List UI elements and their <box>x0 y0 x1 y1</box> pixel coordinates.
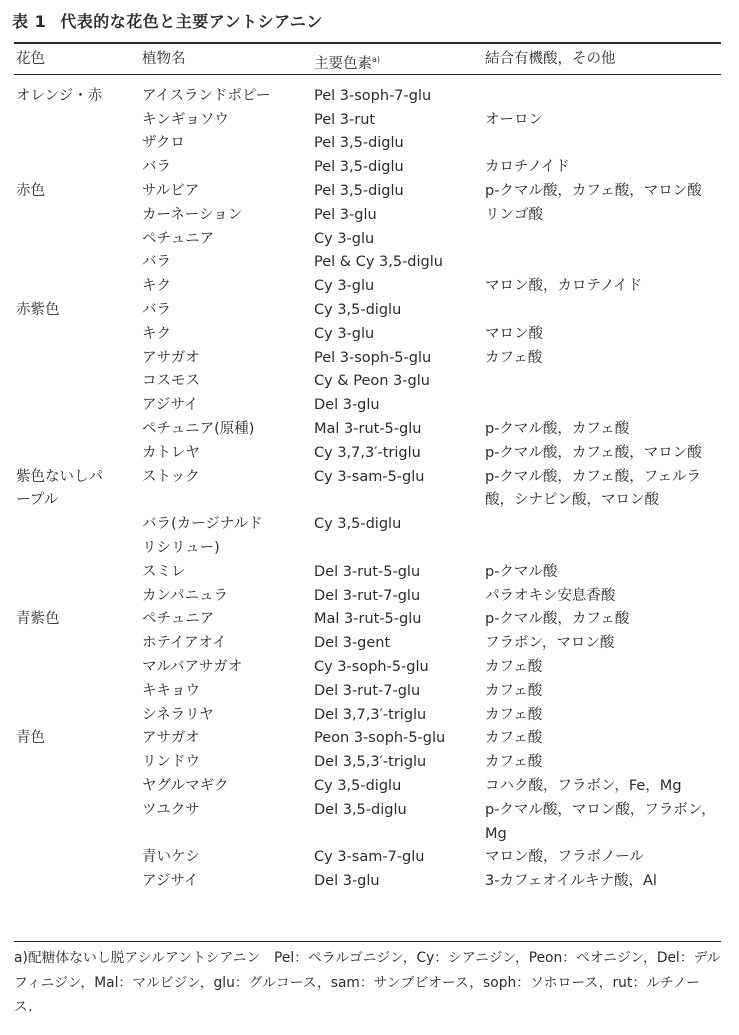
header-flower-color: 花色 <box>16 51 45 67</box>
header-main-pigment <box>314 45 485 79</box>
cell-main-pigment: Cy 3,7,3′-triglu <box>314 444 421 461</box>
cell-plant-name: アイスランドポピー <box>142 87 271 104</box>
table-body <box>16 79 721 894</box>
cell-main-pigment: Pel 3,5-diglu <box>314 135 404 152</box>
top-rule <box>14 42 721 44</box>
cell-plant-name: サルビア <box>142 183 200 200</box>
table-row <box>16 585 721 609</box>
cell-plant-name: ペチュニア(原種) <box>142 420 255 437</box>
cell-flower-color <box>16 109 142 133</box>
cell-organic-acid: フラボン，マロン酸 <box>485 635 615 652</box>
table-title-text: 代表的な花色と主要アントシアニン <box>60 12 323 31</box>
cell-flower-color <box>16 561 142 585</box>
cell-flower-color <box>16 680 142 704</box>
cell-flower-color: 紫色ないしパープル <box>16 468 103 509</box>
cell-plant-name: カーネーション <box>142 206 243 223</box>
cell-organic-acid: コハク酸，フラボン，Fe，Mg <box>485 777 682 794</box>
cell-main-pigment: Peon 3-soph-5-glu <box>314 730 446 747</box>
cell-organic-acid: リンゴ酸 <box>485 206 543 223</box>
cell-organic-acid: カフェ酸 <box>485 658 543 675</box>
table-row <box>16 204 721 228</box>
cell-flower-color: 赤紫色 <box>16 302 60 318</box>
cell-plant-name: ホテイアオイ <box>142 635 227 652</box>
cell-organic-acid: マロン酸，フラボノール <box>485 849 644 866</box>
cell-flower-color <box>16 799 142 847</box>
cell-main-pigment: Del 3-glu <box>314 873 380 890</box>
header-organic-acid: 結合有機酸，その他 <box>485 51 616 67</box>
cell-flower-color <box>16 846 142 870</box>
header-row <box>16 45 721 79</box>
cell-plant-name: キキョウ <box>142 682 200 699</box>
cell-organic-acid <box>485 299 721 323</box>
table-row <box>16 132 721 156</box>
table-row <box>16 466 721 514</box>
cell-main-pigment: Cy 3-glu <box>314 325 375 342</box>
cell-main-pigment: Pel 3-rut <box>314 111 376 128</box>
cell-flower-color <box>16 323 142 347</box>
cell-organic-acid <box>485 394 721 418</box>
cell-plant-name: ペチュニア <box>142 611 215 628</box>
cell-plant-name: バラ <box>142 159 171 176</box>
cell-flower-color <box>16 275 142 299</box>
cell-main-pigment: Del 3-glu <box>314 397 380 414</box>
table-row <box>16 799 721 847</box>
cell-flower-color <box>16 394 142 418</box>
table-number: 表 1 <box>12 12 47 31</box>
table-row <box>16 704 721 728</box>
cell-flower-color <box>16 156 142 180</box>
cell-flower-color <box>16 704 142 728</box>
cell-flower-color <box>16 513 142 561</box>
table-row <box>16 394 721 418</box>
cell-main-pigment: Pel 3-soph-5-glu <box>314 349 432 366</box>
cell-organic-acid <box>485 513 721 561</box>
cell-organic-acid: パラオキシ安息香酸 <box>485 587 616 604</box>
cell-main-pigment: Del 3,5-diglu <box>314 801 407 818</box>
table-row <box>16 275 721 299</box>
cell-organic-acid: p-クマル酸，カフェ酸，フェルラ酸，シナピン酸，マロン酸 <box>485 468 701 509</box>
cell-main-pigment: Del 3,5,3′-triglu <box>314 754 427 771</box>
table-row <box>16 347 721 371</box>
table-row <box>16 180 721 204</box>
cell-main-pigment: Pel 3-soph-7-glu <box>314 87 432 104</box>
cell-plant-name: バラ <box>142 302 171 318</box>
cell-plant-name: リンドウ <box>142 754 200 771</box>
header-plant-name: 植物名 <box>142 51 186 67</box>
table-row <box>16 418 721 442</box>
table-title <box>12 9 323 32</box>
table-row <box>16 323 721 347</box>
header-footnote-marker: a) <box>372 55 381 64</box>
cell-plant-name: アサガオ <box>142 349 200 366</box>
cell-organic-acid: p-クマル酸，カフェ酸，マロン酸 <box>485 183 702 200</box>
cell-flower-color <box>16 870 142 894</box>
cell-organic-acid <box>485 370 721 394</box>
cell-flower-color: 青紫色 <box>16 611 60 628</box>
table-row <box>16 751 721 775</box>
cell-flower-color <box>16 228 142 252</box>
table-row <box>16 846 721 870</box>
cell-flower-color <box>16 656 142 680</box>
cell-plant-name: シネラリヤ <box>142 706 214 723</box>
cell-plant-name: キク <box>142 325 171 342</box>
cell-organic-acid: カフェ酸 <box>485 349 543 366</box>
cell-flower-color: オレンジ・赤 <box>16 87 103 104</box>
cell-organic-acid: p-クマル酸 <box>485 563 558 580</box>
anthocyanin-table <box>16 45 721 894</box>
cell-plant-name: ストック <box>142 468 200 485</box>
table-row <box>16 370 721 394</box>
cell-organic-acid: p-クマル酸，カフェ酸 <box>485 420 630 437</box>
cell-organic-acid: カフェ酸 <box>485 682 543 699</box>
cell-flower-color <box>16 251 142 275</box>
table-row <box>16 680 721 704</box>
cell-main-pigment: Pel & Cy 3,5-diglu <box>314 254 443 271</box>
table-row <box>16 228 721 252</box>
cell-main-pigment: Cy 3,5-diglu <box>314 516 402 533</box>
cell-organic-acid: p-クマル酸，マロン酸，フラボン，Mg <box>485 801 716 842</box>
cell-main-pigment: Pel 3-glu <box>314 206 377 223</box>
table-row <box>16 156 721 180</box>
cell-main-pigment: Cy 3-glu <box>314 230 375 247</box>
table-row <box>16 775 721 799</box>
table-row <box>16 85 721 109</box>
cell-plant-name: ヤグルマギク <box>142 777 229 794</box>
table-row <box>16 513 721 561</box>
cell-main-pigment: Del 3-rut-7-glu <box>314 587 421 604</box>
table-row <box>16 608 721 632</box>
cell-flower-color <box>16 204 142 228</box>
cell-organic-acid: カフェ酸 <box>485 730 543 747</box>
cell-organic-acid: オーロン <box>485 111 543 128</box>
cell-organic-acid: マロン酸 <box>485 325 543 342</box>
cell-organic-acid <box>485 228 721 252</box>
cell-main-pigment: Del 3-rut-5-glu <box>314 563 421 580</box>
bottom-rule <box>14 941 721 942</box>
cell-plant-name: コスモス <box>142 373 200 390</box>
cell-main-pigment: Mal 3-rut-5-glu <box>314 420 422 437</box>
cell-main-pigment: Cy 3,5-diglu <box>314 302 402 318</box>
cell-organic-acid <box>485 85 721 109</box>
cell-flower-color: 赤色 <box>16 183 45 200</box>
cell-plant-name: キク <box>142 278 171 295</box>
cell-flower-color <box>16 442 142 466</box>
cell-main-pigment: Del 3-rut-7-glu <box>314 682 421 699</box>
table-row <box>16 251 721 275</box>
cell-flower-color <box>16 775 142 799</box>
cell-plant-name: スミレ <box>142 563 186 580</box>
cell-main-pigment: Cy 3-sam-5-glu <box>314 468 425 485</box>
header-main-pigment-label: 主要色素 <box>314 55 372 72</box>
cell-organic-acid: p-クマル酸，カフェ酸 <box>485 611 630 628</box>
cell-organic-acid: カフェ酸 <box>485 706 543 723</box>
cell-organic-acid: 3-カフェオイルキナ酸，Al <box>485 873 657 890</box>
cell-plant-name: ツユクサ <box>142 801 200 818</box>
cell-flower-color <box>16 632 142 656</box>
cell-organic-acid <box>485 132 721 156</box>
cell-plant-name: ザクロ <box>142 135 185 152</box>
cell-main-pigment: Cy 3-soph-5-glu <box>314 658 429 675</box>
table-row <box>16 727 721 751</box>
cell-plant-name: アジサイ <box>142 873 199 890</box>
table-row <box>16 632 721 656</box>
table-row <box>16 299 721 323</box>
cell-main-pigment: Pel 3,5-diglu <box>314 183 404 200</box>
cell-plant-name: アジサイ <box>142 397 199 414</box>
cell-main-pigment: Del 3-gent <box>314 635 391 652</box>
table-row <box>16 109 721 133</box>
cell-plant-name: 青いケシ <box>142 849 200 866</box>
cell-organic-acid: マロン酸，カロテノイド <box>485 278 643 295</box>
table-row <box>16 656 721 680</box>
cell-flower-color: 青色 <box>16 730 45 747</box>
cell-organic-acid: カロチノイド <box>485 159 570 176</box>
table-row <box>16 442 721 466</box>
cell-flower-color <box>16 132 142 156</box>
table-row <box>16 870 721 894</box>
cell-organic-acid <box>485 251 721 275</box>
cell-plant-name: キンギョソウ <box>142 111 229 128</box>
footnote: a)配糖体ないし脱アシルアントシアニン Pel：ペラルゴニジン，Cy：シアニジン，Peon：ペオニジン，Del：デルフィニジン，Mal：マルビジン，glu：グルコース，sam：サンブビオース，soph：ソホロース，rut：ルチノース． <box>14 950 721 1015</box>
cell-plant-name: ペチュニア <box>142 230 215 247</box>
cell-main-pigment: Cy & Peon 3-glu <box>314 373 430 390</box>
cell-plant-name: カンパニュラ <box>142 587 228 604</box>
cell-main-pigment: Cy 3,5-diglu <box>314 777 402 794</box>
cell-main-pigment: Pel 3,5-diglu <box>314 159 404 176</box>
cell-flower-color <box>16 418 142 442</box>
cell-flower-color <box>16 751 142 775</box>
cell-organic-acid: p-クマル酸，カフェ酸，マロン酸 <box>485 444 702 461</box>
cell-main-pigment: Cy 3-sam-7-glu <box>314 849 425 866</box>
cell-main-pigment: Cy 3-glu <box>314 278 375 295</box>
cell-main-pigment: Del 3,7,3′-triglu <box>314 706 427 723</box>
cell-main-pigment: Mal 3-rut-5-glu <box>314 611 422 628</box>
cell-plant-name: マルバアサガオ <box>142 658 243 675</box>
cell-plant-name: アサガオ <box>142 730 200 747</box>
cell-organic-acid: カフェ酸 <box>485 754 543 771</box>
table-row <box>16 561 721 585</box>
cell-flower-color <box>16 370 142 394</box>
cell-plant-name: バラ <box>142 254 171 271</box>
cell-flower-color <box>16 347 142 371</box>
cell-flower-color <box>16 585 142 609</box>
cell-plant-name: カトレヤ <box>142 444 200 461</box>
cell-plant-name: バラ(カージナルドリシリュー) <box>142 516 263 556</box>
